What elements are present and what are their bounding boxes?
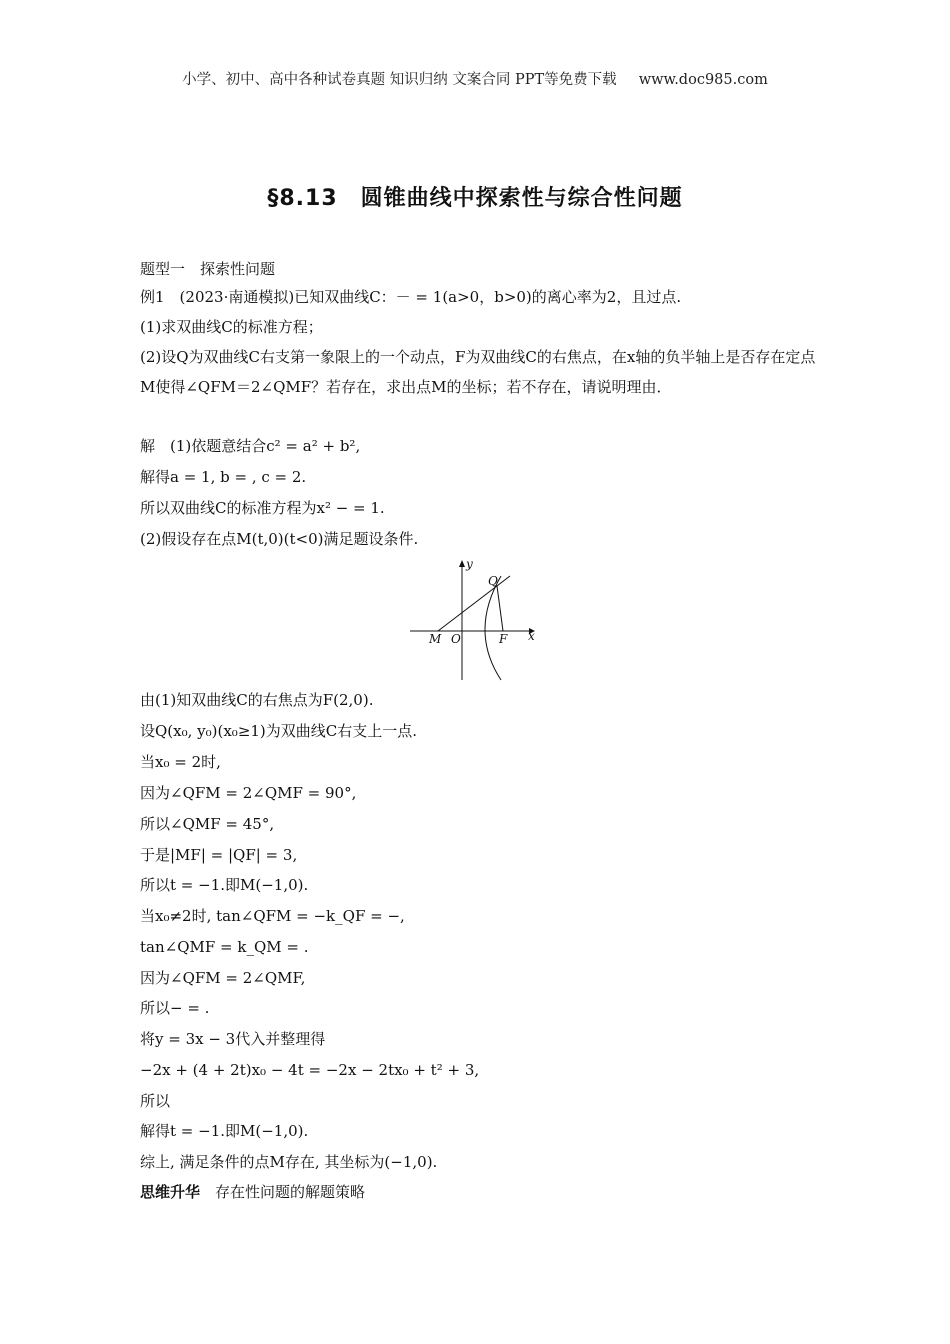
solution-line-4: (2)假设存在点M(t,0)(t<0)满足题设条件.: [140, 530, 419, 548]
solution2-line-14: 所以: [140, 1092, 171, 1110]
hyperbola-figure: [405, 556, 545, 682]
question-2: (2)设Q为双曲线C右支第一象限上的一个动点，F为双曲线C的右焦点，在x轴的负半轴上是否存在定点M使得∠QFM＝2∠QMF？若存在，求出点M的坐标；若不存在，请说明理由．: [140, 348, 816, 396]
solution2-line-16: 综上, 满足条件的点M存在, 其坐标为(−1,0).: [140, 1153, 438, 1171]
solution2-line-3: 当x₀ = 2时,: [140, 753, 221, 771]
solution2-line-10: 因为∠QFM = 2∠QMF,: [140, 969, 306, 987]
solution2-line-8: 当x₀≠2时, tan∠QFM = −k_QF = −,: [140, 907, 405, 925]
solution-line-1: 解 (1)依题意结合c² = a² + b²,: [140, 437, 361, 455]
label-m: M: [429, 632, 442, 646]
solution2-line-9: tan∠QMF = k_QM = .: [140, 938, 309, 956]
label-f: F: [499, 632, 508, 646]
summary-label: 思维升华: [140, 1183, 201, 1201]
solution2-line-4: 因为∠QFM = 2∠QMF = 90°,: [140, 784, 357, 802]
y-axis-arrow: [459, 560, 465, 567]
solution2-line-11: 所以− = .: [140, 999, 210, 1017]
solution-line-3: 所以双曲线C的标准方程为x² − = 1.: [140, 499, 385, 517]
page-title: §8.13 圆锥曲线中探索性与综合性问题: [267, 186, 683, 211]
header-website[interactable]: www.doc985.com: [638, 72, 768, 88]
summary-text: 存在性问题的解题策略: [215, 1183, 366, 1201]
page-header: [0, 68, 950, 89]
example-statement: 例1 (2023·南通模拟)已知双曲线C：－ = 1(a>0，b>0)的离心率为2，且过点.: [140, 288, 682, 306]
summary: [140, 1182, 820, 1202]
solution2-line-13: −2x + (4 + 2t)x₀ − 4t = −2x − 2tx₀ + t² + 3,: [140, 1061, 480, 1079]
solution2-line-6: 于是|MF| = |QF| = 3,: [140, 846, 298, 864]
question-1: (1)求双曲线C的标准方程；: [140, 318, 323, 336]
label-x: x: [528, 629, 535, 643]
solution2-line-15: 解得t = −1.即M(−1,0).: [140, 1122, 309, 1140]
solution2-line-2: 设Q(x₀, y₀)(x₀≥1)为双曲线C右支上一点.: [140, 722, 418, 740]
solution2-line-7: 所以t = −1.即M(−1,0).: [140, 876, 309, 894]
solution2-line-12: 将y = 3x − 3代入并整理得: [140, 1030, 326, 1048]
label-y: y: [466, 557, 473, 571]
hyperbola-branch: [485, 576, 501, 680]
solution2-line-1: 由(1)知双曲线C的右焦点为F(2,0).: [140, 691, 374, 709]
header-left-text: 小学、初中、高中各种试卷真题 知识归纳 文案合同 PPT等免费下载: [182, 72, 617, 88]
label-q: Q: [488, 574, 498, 588]
solution-line-2: 解得a = 1, b = , c = 2.: [140, 468, 307, 486]
label-o: O: [451, 632, 461, 646]
segment-qf: [497, 586, 503, 631]
section-heading: 题型一 探索性问题: [140, 260, 276, 278]
solution2-line-5: 所以∠QMF = 45°,: [140, 815, 275, 833]
